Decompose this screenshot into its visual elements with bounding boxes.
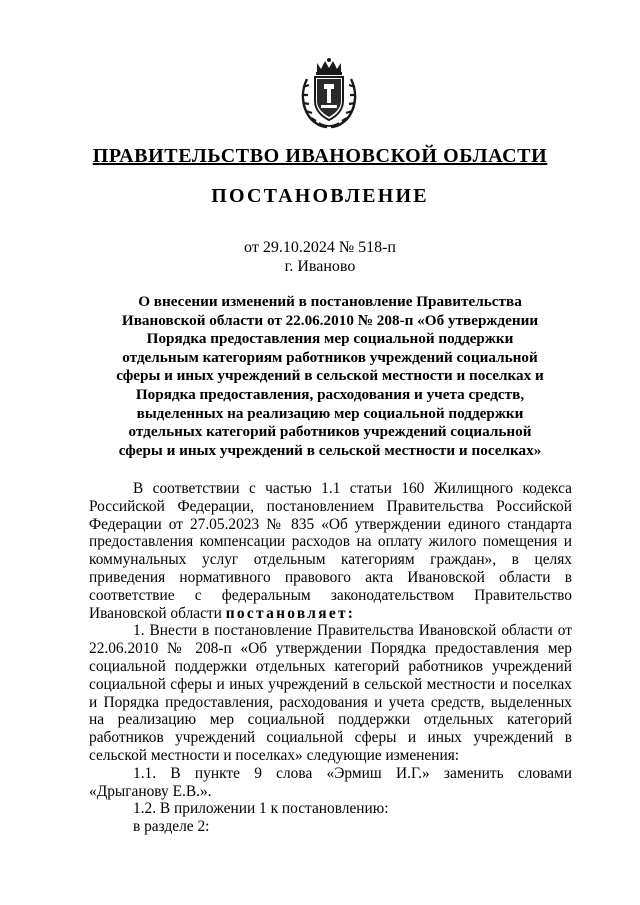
item-1-2-paragraph: 1.2. В приложении 1 к постановлению:: [133, 800, 389, 818]
resolves-word: постановляет:: [225, 604, 356, 622]
preamble-paragraph: [89, 480, 572, 622]
item-1-paragraph: 1. Внести в постановление Правительства Ивановской области от 22.06.2010 № 208-п «Об утверждении Порядка предоставления мер социальной поддержки отдельных категорий работников учреждений социальной сферы и иных учреждений в сельской местности и поселках и Порядка предоставления, расходования и учета средств, выделенных на реализацию мер социальной поддержки отдельных категорий работников учреждений социальной сферы и иных учреждений в сельской местности и поселках» следующие изменения:: [89, 622, 572, 764]
coat-of-arms-icon: [297, 57, 361, 129]
section-2-paragraph: в разделе 2:: [133, 818, 210, 836]
item-1-1-paragraph: 1.1. В пункте 9 слова «Эрмиш И.Г.» заменить словами «Дрыганову Е.В.».: [89, 764, 572, 800]
city: г. Иваново: [284, 258, 356, 275]
document-type: ПОСТАНОВЛЕНИЕ: [211, 185, 429, 207]
document-body: [89, 480, 572, 836]
date-number: от 29.10.2024 № 518-п: [244, 239, 396, 256]
document-subject: О внесении изменений в постановление Правительства Ивановской области от 22.06.2010 № 208-п «Об утверждении Порядка предоставления мер социальной поддержки отдельным категориям работников учреждений социальной сферы и иных учреждений в сельской местности и поселках и Порядка предоставления, расходования и учета средств, выделенных на реализацию мер социальной поддержки отдельных категорий работников учреждений социальной сферы и иных учреждений в сельской местности и поселках»: [116, 293, 544, 459]
organization-title: ПРАВИТЕЛЬСТВО ИВАНОВСКОЙ ОБЛАСТИ: [92, 145, 548, 167]
preamble-text: В соответствии с частью 1.1 статьи 160 Жилищного кодекса Российской Федерации, постановлением Правительства Российской Федерации от 27.05.2023 № 835 «Об утверждении единого стандарта предоставления компенсации расходов на оплату жилого помещения и коммунальных услуг отдельным категориям граждан», в целях приведения нормативного правового акта Ивановской области в соответствие с федеральным законодательством Правительство Ивановской области: [89, 480, 572, 622]
